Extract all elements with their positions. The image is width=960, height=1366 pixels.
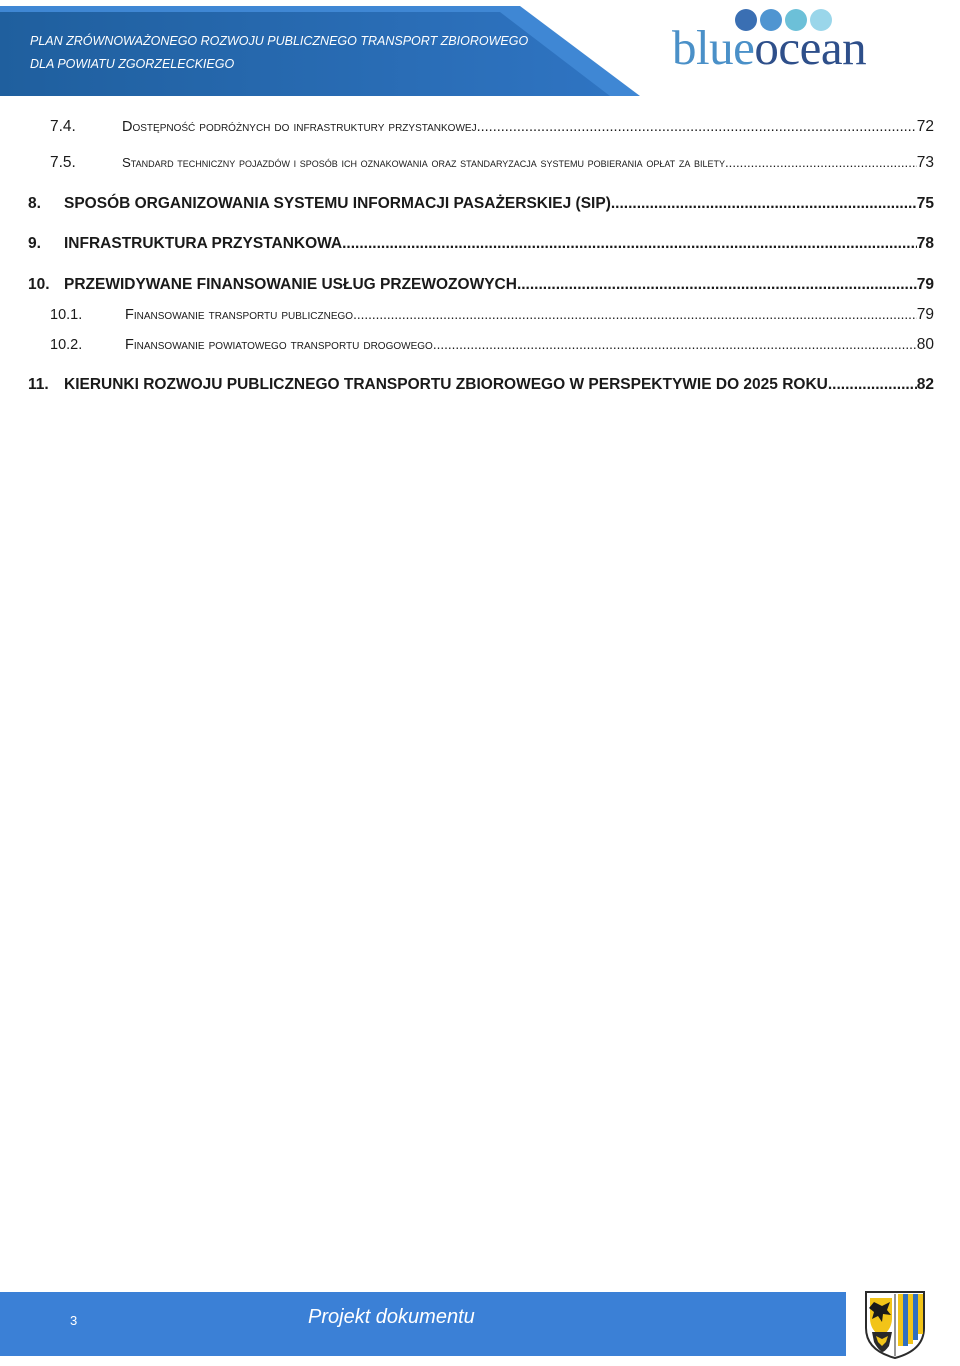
- toc-entry-number: 10.: [28, 276, 50, 293]
- toc-entry-page: 73: [916, 154, 934, 171]
- logo-word-blue: blue: [672, 20, 755, 75]
- toc-leader: [517, 276, 917, 294]
- toc-entry-number: 10.2.: [50, 337, 83, 353]
- toc-leader: [353, 307, 917, 322]
- toc-entry-number: 7.4.: [50, 118, 76, 135]
- toc-entry-page: 79: [916, 276, 934, 293]
- toc-entry[interactable]: [28, 306, 934, 332]
- page-footer: [0, 1292, 846, 1356]
- toc-entry[interactable]: [28, 376, 934, 402]
- toc-entry-number: 7.5.: [50, 154, 76, 171]
- toc-entry-title: SPOSÓB ORGANIZOWANIA SYSTEMU INFORMACJI PASAŻERSKIEJ (SIP): [64, 195, 611, 212]
- footer-text: Projekt dokumentu: [308, 1306, 475, 1328]
- toc-entry-page: 75: [916, 195, 934, 212]
- toc-entry[interactable]: [28, 276, 934, 302]
- toc-entry-page: 82: [916, 376, 934, 393]
- toc-leader: [828, 376, 917, 394]
- toc-entry-number: 11.: [28, 376, 49, 393]
- toc-entry-title: Dostępność podróżnych do infrastruktury przystankowej: [122, 119, 477, 135]
- header-title: [30, 30, 528, 76]
- blueocean-logo: [672, 4, 896, 74]
- header-title-line2: DLA POWIATU ZGORZELECKIEGO: [30, 57, 235, 71]
- toc-entry[interactable]: [28, 235, 934, 261]
- toc-entry-title: Finansowanie powiatowego transportu drogowego: [125, 337, 433, 353]
- toc-entry-title: INFRASTRUKTURA PRZYSTANKOWA: [64, 235, 343, 252]
- toc-entry-page: 72: [916, 118, 934, 135]
- toc-leader: [433, 337, 917, 352]
- toc-entry-number: 8.: [28, 195, 41, 212]
- toc-entry-title: PRZEWIDYWANE FINANSOWANIE USŁUG PRZEWOZOWYCH: [64, 276, 517, 293]
- toc-entry-page: 79: [916, 306, 934, 323]
- page-header: [0, 0, 960, 96]
- toc-entry[interactable]: [28, 336, 934, 362]
- logo-word-ocean: ocean: [754, 20, 867, 75]
- toc-leader: [342, 235, 917, 253]
- coat-of-arms-icon: [862, 1288, 928, 1360]
- toc-entry-title: Finansowanie transportu publicznego: [125, 307, 354, 323]
- toc-entry[interactable]: [28, 154, 934, 180]
- toc-leader: [611, 195, 917, 213]
- page-number: 3: [70, 1313, 78, 1328]
- toc-leader: [477, 119, 917, 135]
- toc-entry-page: 78: [916, 235, 934, 252]
- toc-leader: [725, 155, 917, 170]
- toc-entry-number: 9.: [28, 235, 41, 252]
- toc-entry-title: Standard techniczny pojazdów i sposób ich oznakowania oraz standaryzacja systemu pobierania opłat za bilety: [122, 155, 725, 170]
- toc-entry[interactable]: [28, 118, 934, 144]
- toc-entry-title: KIERUNKI ROZWOJU PUBLICZNEGO TRANSPORTU ZBIOROWEGO W PERSPEKTYWIE DO 2025 ROKU: [64, 376, 828, 393]
- header-title-line1: PLAN ZRÓWNOWAŻONEGO ROZWOJU PUBLICZNEGO TRANSPORT ZBIOROWEGO: [30, 34, 529, 48]
- toc-entry-number: 10.1.: [50, 307, 83, 323]
- toc-entry-page: 80: [916, 336, 934, 353]
- toc-entry[interactable]: [28, 195, 934, 221]
